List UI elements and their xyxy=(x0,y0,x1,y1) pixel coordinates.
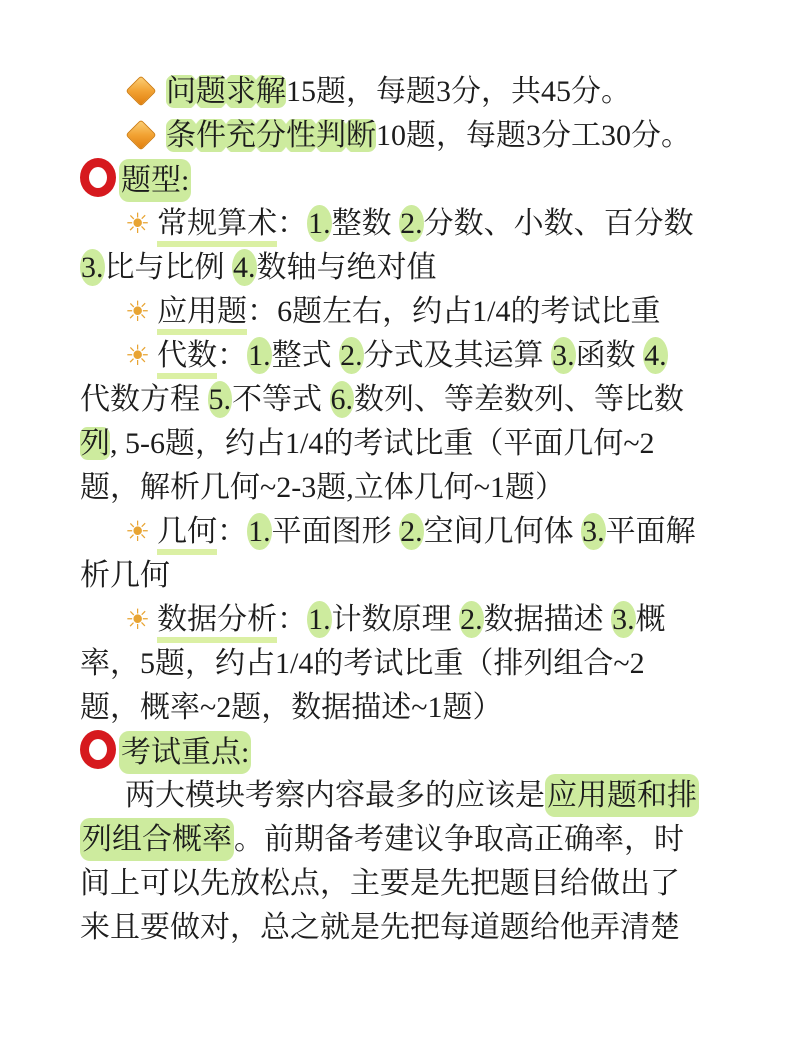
highlighted-text: 条件充分性判断 xyxy=(166,119,376,152)
numbered-item-marker: 2. xyxy=(400,515,423,548)
numbered-item-marker: 2. xyxy=(460,603,483,636)
diamond-bullet-icon xyxy=(125,119,156,150)
numbered-item-marker: 4. xyxy=(644,339,667,372)
numbered-item-marker: 2. xyxy=(340,339,363,372)
text-segment: , 5-6题，约占1/4的考试比重（平面几何~2 xyxy=(110,427,655,460)
text-segment: 函数 xyxy=(575,339,644,372)
numbered-item-marker: 1. xyxy=(248,515,271,548)
sun-icon: ☀ xyxy=(125,207,151,240)
text-line xyxy=(80,774,760,818)
text-segment: 题，解析几何~2-3题,立体几何~1题） xyxy=(80,471,565,504)
numbered-item-marker: 6. xyxy=(330,383,353,416)
text-segment: 不等式 xyxy=(232,383,330,416)
numbered-item-marker: 1. xyxy=(248,339,271,372)
text-line xyxy=(80,510,760,554)
text-segment: 分数、小数、百分数 xyxy=(423,207,694,240)
text-line xyxy=(80,378,760,422)
text-segment: 间上可以先放松点，主要是先把题目给做出了 xyxy=(80,867,680,900)
text-segment: 计数原理 xyxy=(331,603,460,636)
sun-icon: ☀ xyxy=(125,603,151,636)
sun-icon: ☀ xyxy=(125,515,151,548)
text-segment: 两大模块考察内容最多的应该是 xyxy=(125,779,545,812)
text-segment: 数列、等差数列、等比数 xyxy=(354,383,684,416)
text-segment: 空间几何体 xyxy=(423,515,582,548)
underlined-section-title: 应用题 xyxy=(157,295,247,335)
highlighted-text: 题型: xyxy=(119,159,191,202)
text-segment: ： xyxy=(217,339,248,372)
red-circle-icon xyxy=(80,158,116,197)
numbered-item-marker: 2. xyxy=(400,207,423,240)
text-segment: 平面解 xyxy=(605,515,696,548)
text-segment: ：6题左右，约占1/4的考试比重 xyxy=(247,295,661,328)
text-line xyxy=(80,466,760,510)
text-line xyxy=(80,70,760,114)
numbered-item-marker: 3. xyxy=(81,251,104,284)
text-line xyxy=(80,862,760,906)
highlighted-text: 列组合概率 xyxy=(80,818,234,861)
text-line xyxy=(80,114,760,158)
text-line xyxy=(80,554,760,598)
numbered-item-marker: 5. xyxy=(208,383,231,416)
text-line xyxy=(80,686,760,730)
text-line xyxy=(80,334,760,378)
text-line xyxy=(80,598,760,642)
text-segment: 比与比例 xyxy=(104,251,232,284)
highlighted-text: 列 xyxy=(80,427,110,460)
underlined-section-title: 常规算术 xyxy=(157,207,277,247)
highlighted-text: 问题求解 xyxy=(166,75,286,108)
numbered-item-marker: 4. xyxy=(233,251,256,284)
numbered-item-marker: 1. xyxy=(308,207,331,240)
highlighted-text: 应用题和排 xyxy=(545,774,699,817)
text-line xyxy=(80,158,760,202)
text-segment: 整式 xyxy=(271,339,340,372)
text-segment: ： xyxy=(277,207,308,240)
text-segment: 平面图形 xyxy=(271,515,400,548)
underlined-section-title: 几何 xyxy=(157,515,217,555)
text-line xyxy=(80,202,760,246)
red-circle-icon xyxy=(80,730,116,769)
text-line xyxy=(80,422,760,466)
text-segment: 来且要做对，总之就是先把每道题给他弄清楚 xyxy=(80,911,680,944)
sun-icon: ☀ xyxy=(125,295,151,328)
numbered-item-marker: 3. xyxy=(582,515,605,548)
text-line xyxy=(80,290,760,334)
text-segment: 10题，每题3分工30分。 xyxy=(376,119,691,152)
text-line xyxy=(80,730,760,774)
text-segment: 15题，每题3分，共45分。 xyxy=(286,75,631,108)
numbered-item-marker: 3. xyxy=(552,339,575,372)
numbered-item-marker: 3. xyxy=(612,603,635,636)
text-segment: 数据描述 xyxy=(483,603,612,636)
text-segment: 析几何 xyxy=(80,559,170,592)
highlighted-text: 考试重点: xyxy=(119,731,251,774)
numbered-item-marker: 1. xyxy=(308,603,331,636)
text-segment: 代数方程 xyxy=(80,383,208,416)
diamond-bullet-icon xyxy=(125,75,156,106)
sun-icon: ☀ xyxy=(125,339,151,372)
text-segment: 分式及其运算 xyxy=(363,339,552,372)
text-segment: 题，概率~2题，数据描述~1题） xyxy=(80,691,503,724)
underlined-section-title: 代数 xyxy=(157,339,217,379)
text-segment: 率，5题，约占1/4的考试比重（排列组合~2 xyxy=(80,647,645,680)
text-segment: 。前期备考建议争取高正确率，时 xyxy=(234,823,684,856)
text-segment: ： xyxy=(277,603,308,636)
underlined-section-title: 数据分析 xyxy=(157,603,277,643)
text-line xyxy=(80,246,760,290)
content-lines xyxy=(80,70,760,950)
text-segment: 整数 xyxy=(331,207,400,240)
text-line xyxy=(80,818,760,862)
text-segment: 概 xyxy=(635,603,666,636)
text-segment: 数轴与绝对值 xyxy=(256,251,437,284)
text-line xyxy=(80,906,760,950)
text-line xyxy=(80,642,760,686)
text-segment: ： xyxy=(217,515,248,548)
